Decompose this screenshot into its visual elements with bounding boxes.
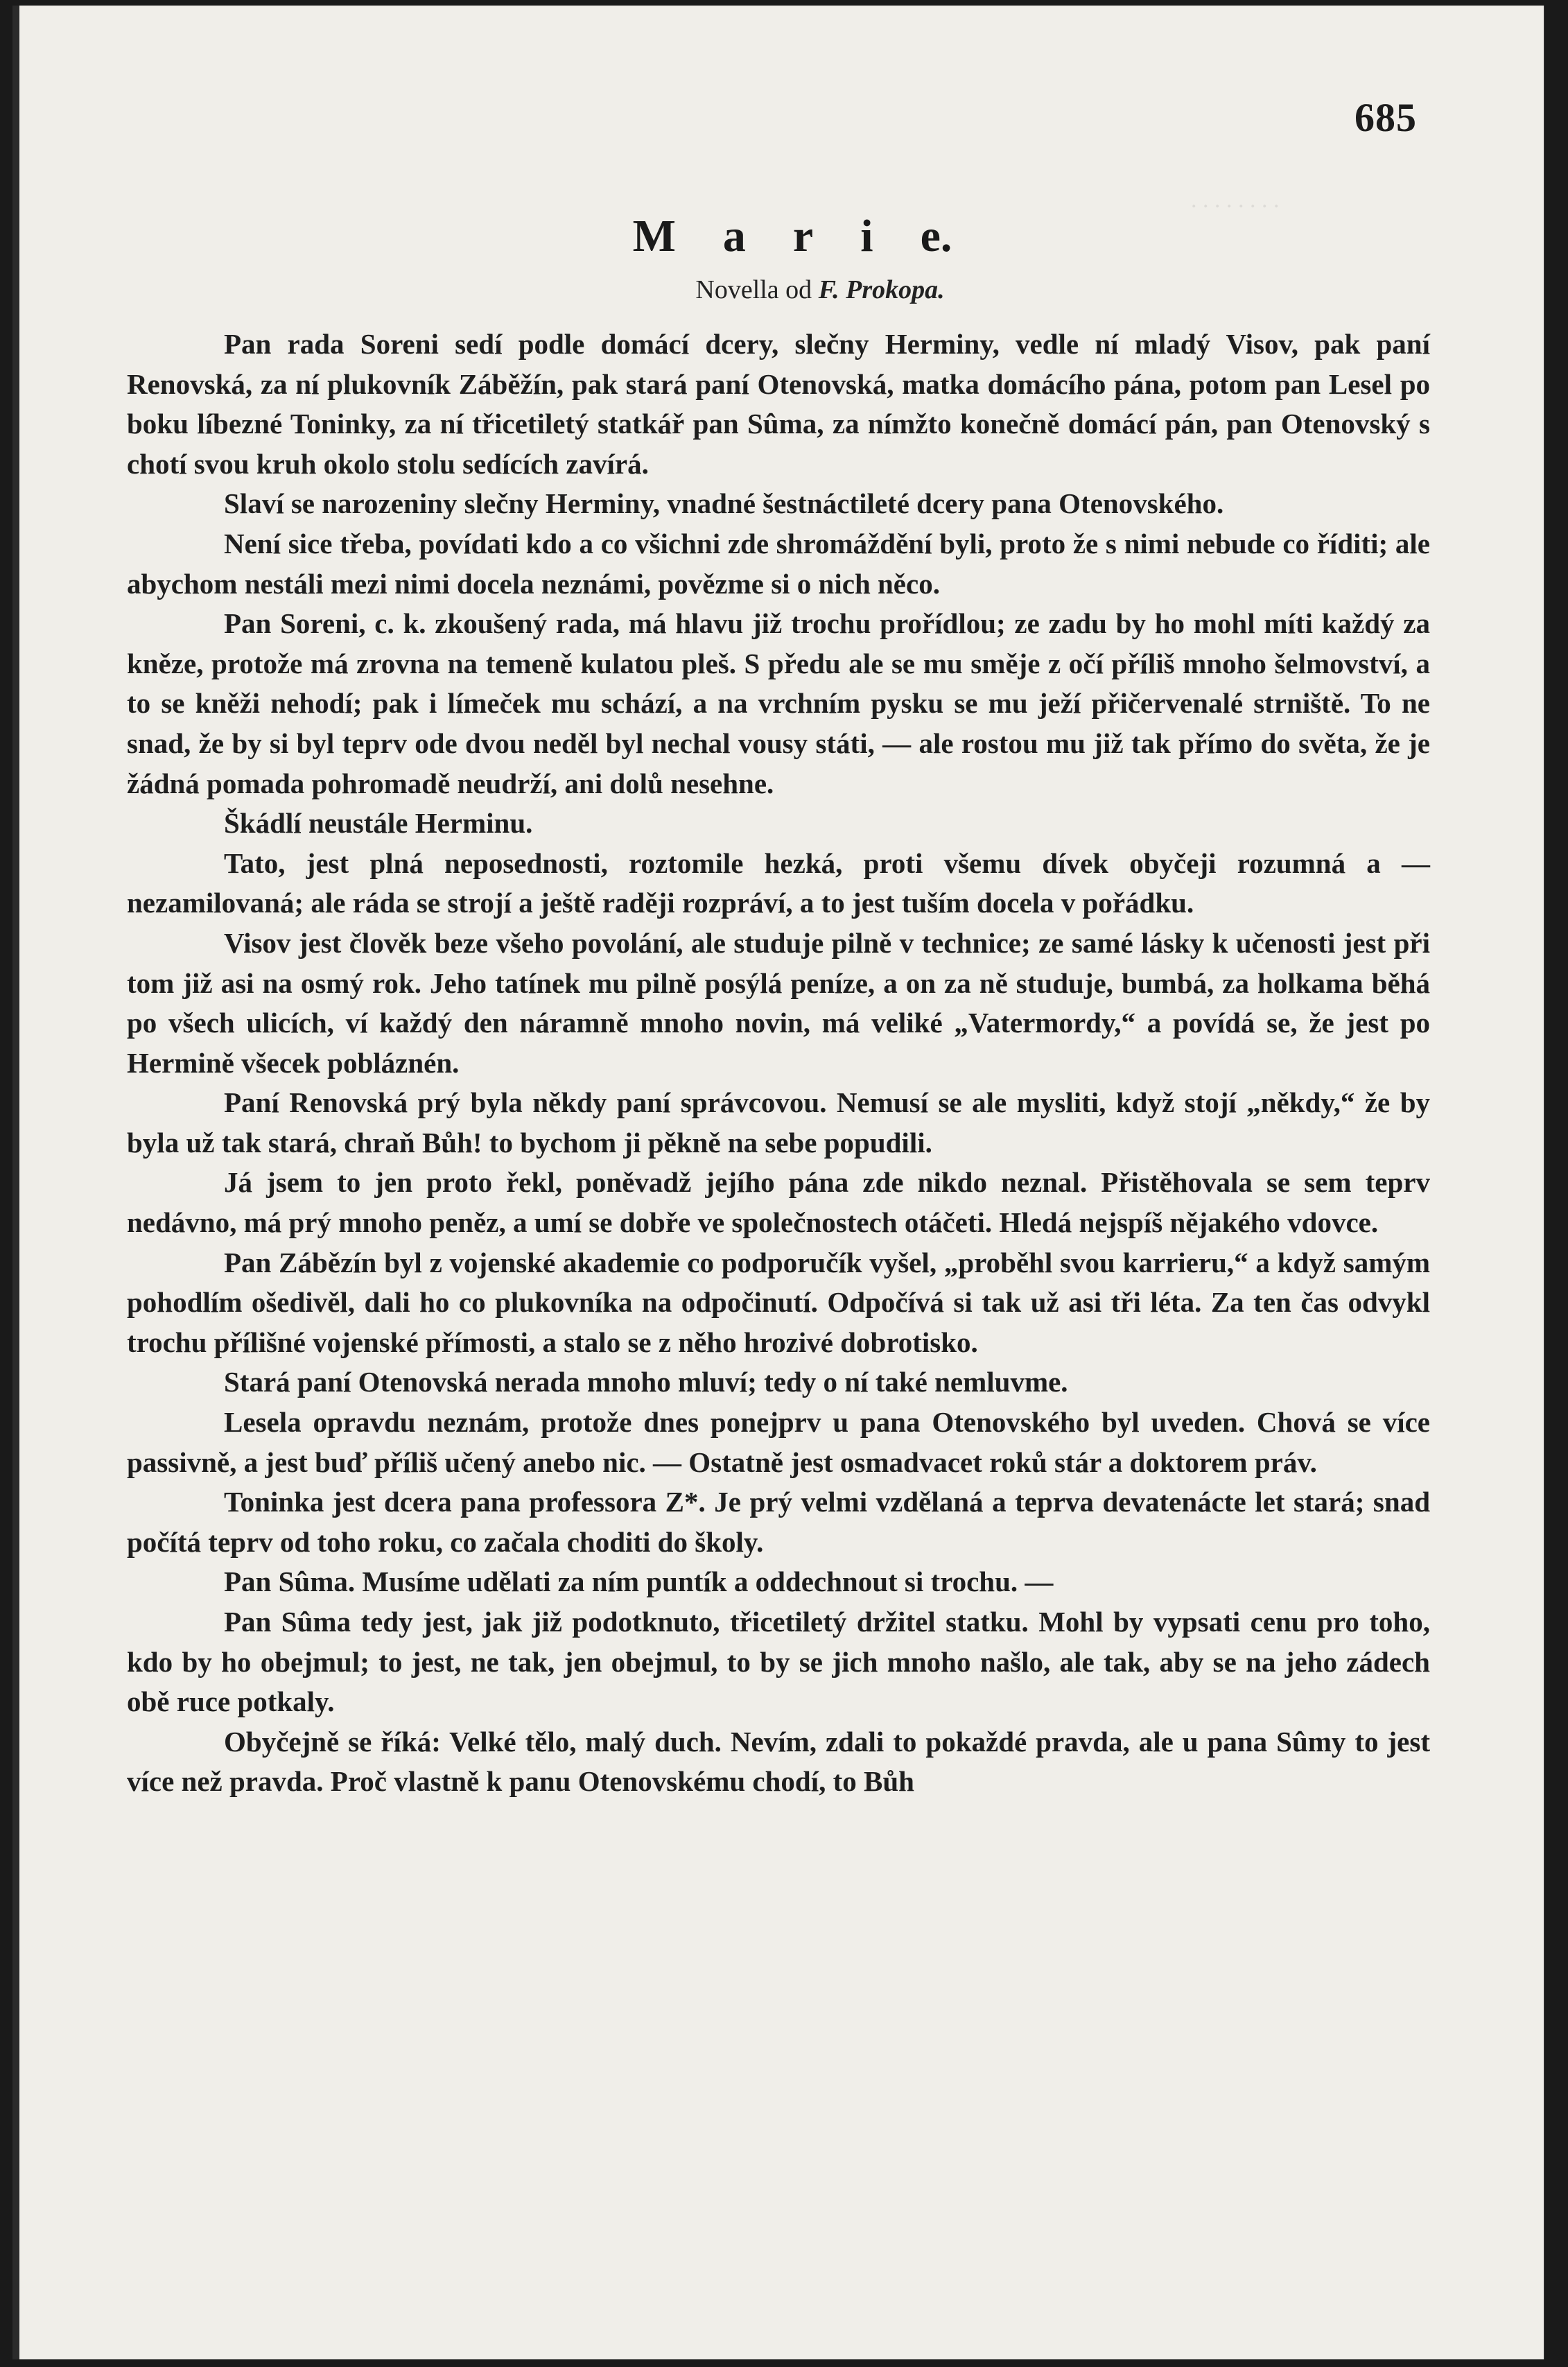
title-letter: i (860, 211, 873, 261)
chapter-title (12, 210, 1544, 263)
paragraph: Pan Soreni, c. k. zkoušený rada, má hlavu již trochu prořídlou; ze zadu by ho mohl míti každý za kněze, protože má zrovna na temeně kulatou pleš. S předu ale se mu směje z očí příliš mnoho šelmovství, a to se kněži nehodí; pak i límeček mu schází, a na vrchním pysku se mu ježí přičervenalé strniště. To ne snad, že by si byl teprv ode dvou neděl byl nechal vousy státi, — ale rostou mu již tak přímo do světa, že je žádná pomada pohromadě neudrží, ani dolů nesehne. (127, 607, 1430, 799)
title-letter: M (632, 211, 676, 261)
title-letter: e. (920, 211, 952, 261)
paragraph: Slaví se narozeniny slečny Herminy, vnadné šestnáctileté dcery pana Otenovského. (224, 487, 1224, 520)
subtitle-author: F. Prokopa. (818, 275, 945, 304)
paragraph: Není sice třeba, povídati kdo a co všichni zde shromáždění byli, proto že s nimi nebude co říditi; ale abychom nestáli mezi nimi docela neznámi, povězme si o nich něco. (127, 527, 1430, 600)
title-letter: a (722, 211, 746, 261)
paragraph: Lesela opravdu neznám, protože dnes ponejprv u pana Otenovského byl uveden. Chová se více passivně, a jest buď příliš učený anebo nic. — Ostatně jest osmadvacet roků stár a doktorem práv. (127, 1406, 1430, 1478)
title-letter: r (792, 211, 814, 261)
subtitle (12, 275, 1544, 305)
paragraph: Pan Sûma. Musíme udělati za ním puntík a oddechnout si trochu. — (224, 1566, 1054, 1598)
paragraph: Stará paní Otenovská nerada mnoho mluví; tedy o ní také nemluvme. (224, 1366, 1068, 1398)
paragraph: Tato, jest plná neposednosti, roztomile hezká, proti všemu dívek obyčeji rozumná a — nezamilovaná; ale ráda se strojí a ještě raději rozpráví, a to jest tuším docela v pořádku. (127, 847, 1430, 919)
paragraph: Obyčejně se říká: Velké tělo, malý duch. Nevím, zdali to pokaždé pravda, ale u pana Sûmy to jest více než pravda. Proč vlastně k panu Otenovskému chodí, to Bůh (127, 1725, 1430, 1798)
paragraph: Pan rada Soreni sedí podle domácí dcery, slečny Herminy, vedle ní mladý Visov, pak paní Renovská, za ní plukovník Záběžín, pak stará paní Otenovská, matka domácího pána, potom pan Lesel po boku líbezné Toninky, za ní třicetiletý statkář pan Sûma, za nímžto konečně domácí pán, pan Otenovský s chotí svou kruh okolo stolu sedících zavírá. (127, 328, 1430, 480)
paragraph: Pan Sûma tedy jest, jak již podotknuto, třicetiletý držitel statku. Mohl by vypsati cenu pro toho, kdo by ho obejmul; to jest, ne tak, jen obejmul, to by se jich mnoho našlo, ale tak, aby se na jeho zádech obě ruce potkaly. (127, 1606, 1430, 1718)
paragraph: Toninka jest dcera pana professora Z*. Je prý velmi vzdělaná a teprva devatenácte let stará; snad počítá teprv od toho roku, co začala choditi do školy. (127, 1486, 1430, 1558)
paragraph: Paní Renovská prý byla někdy paní správcovou. Nemusí se ale mysliti, když stojí „někdy,“ že by byla už tak stará, chraň Bůh! to bychom ji pěkně na sebe popudili. (127, 1086, 1430, 1159)
paragraph: Pan Zábězín byl z vojenské akademie co podporučík vyšel, „proběhl svou karrieru,“ a když samým pohodlím ošedivěl, dali ho co plukovníka na odpočinutí. Odpočívá si tak už asi tři léta. Za ten čas odvykl trochu přílišné vojenské přímosti, a stalo se z něho hrozivé dobrotisko. (127, 1246, 1430, 1358)
bleed-through-text: . . . . . . . . (1191, 187, 1280, 213)
page-edge (12, 6, 19, 2359)
paragraph: Visov jest člověk beze všeho povolání, ale studuje pilně v technice; ze samé lásky k učenosti jest při tom již asi na osmý rok. Jeho tatínek mu pilně posýlá peníze, a on za ně studuje, bumbá, za holkama běhá po všech ulicích, ví každý den náramně mnoho novin, má veliké „Vatermordy,“ a povídá se, že jest po Hermině všecek pobláznén. (127, 926, 1430, 1079)
body-text (127, 324, 1430, 1802)
subtitle-prefix: Novella od (695, 275, 812, 304)
page-number: 685 (1354, 95, 1417, 140)
paragraph: Já jsem to jen proto řekl, poněvadž jejího pána zde nikdo neznal. Přistěhovala se sem teprv nedávno, má prý mnoho peněz, a umí se dobře ve společnostech otáčeti. Hledá nejspíš nějakého vdovce. (127, 1166, 1430, 1239)
document-page (12, 6, 1544, 2359)
paragraph: Škádlí neustále Herminu. (224, 807, 533, 840)
